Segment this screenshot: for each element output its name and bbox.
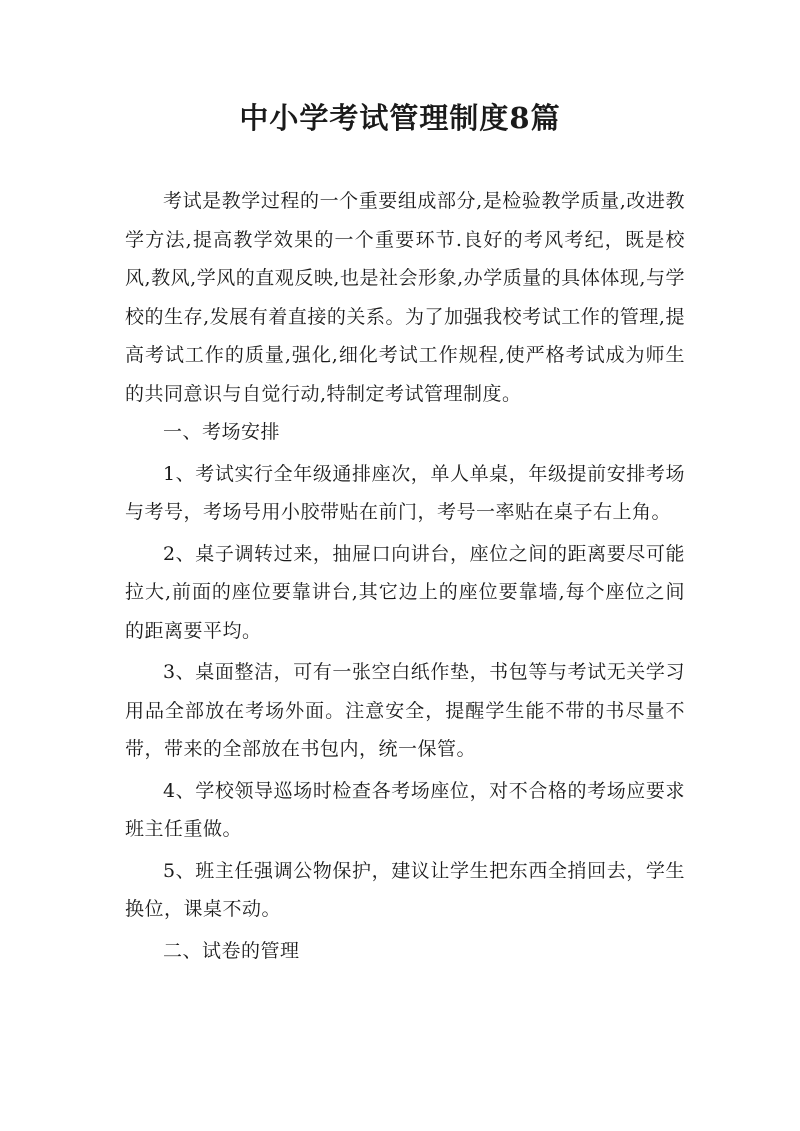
list-item: 1、考试实行全年级通排座次，单人单桌，年级提前安排考场与考号，考场号用小胶带贴在前门，考号一率贴在桌子右上角。 [125,462,685,523]
list-item: 2、桌子调转过来，抽屉口向讲台，座位之间的距离要尽可能拉大,前面的座位要靠讲台,其它边上的座位要靠墙,每个座位之间的距离要平均。 [125,542,685,642]
list-item: 5、班主任强调公物保护，建议让学生把东西全捎回去，学生换位，课桌不动。 [125,859,685,920]
section-heading-paper-management: 二、试卷的管理 [163,939,300,962]
list-item: 4、学校领导巡场时检查各考场座位，对不合格的考场应要求班主任重做。 [125,779,685,840]
intro-paragraph: 考试是教学过程的一个重要组成部分,是检验教学质量,改进教学方法,提高教学效果的一个重要环节.良好的考风考纪，既是校风,教风,学风的直观反映,也是社会形象,办学质量的具体体现,与学校的生存,发展有着直接的关系。为了加强我校考试工作的管理,提高考试工作的质量,强化,细化考试工作规程,使严格考试成为师生的共同意识与自觉行动,特制定考试管理制度。 [125,190,685,405]
section-heading-exam-room: 一、考场安排 [163,421,281,443]
document-body [125,182,685,970]
list-item: 3、桌面整洁，可有一张空白纸作垫，书包等与考试无关学习用品全部放在考场外面。注意安全，提醒学生能不带的书尽量不带，带来的全部放在书包内，统一保管。 [125,661,685,760]
document-title: 中小学考试管理制度8篇 [239,101,561,135]
